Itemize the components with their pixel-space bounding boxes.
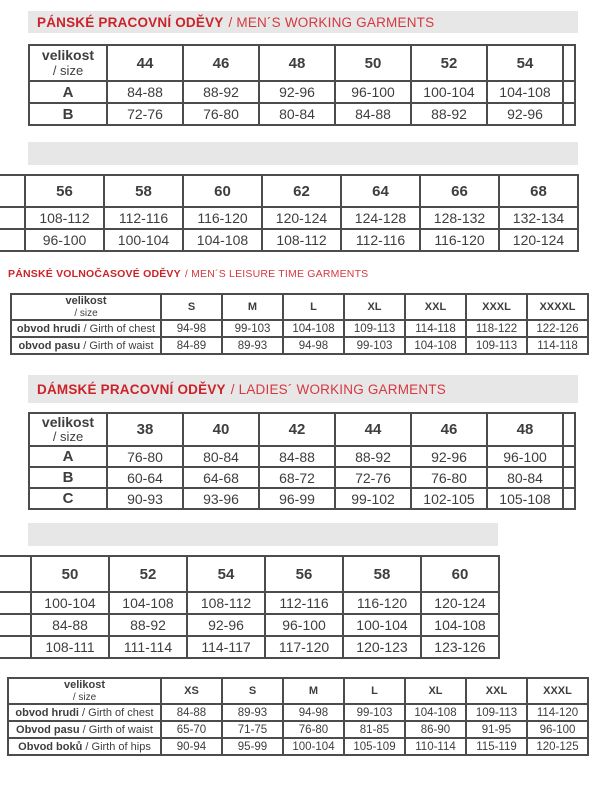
size-header-cell: 46 <box>183 45 259 81</box>
range-cell: 71-75 <box>222 721 283 738</box>
range-cell: 124-128 <box>341 207 420 229</box>
range-cell: 104-108 <box>421 614 499 636</box>
clipped-cell <box>563 488 575 509</box>
size-header-cell: XS <box>161 678 222 704</box>
section-spacer-bar-men <box>28 142 578 165</box>
range-cell: 114-118 <box>405 320 466 337</box>
range-cell: 76-80 <box>107 446 183 467</box>
range-cell: 89-93 <box>222 704 283 721</box>
range-cell: 96-100 <box>25 229 104 251</box>
corner-label-english: / size <box>74 307 98 319</box>
range-cell: 84-89 <box>161 337 222 354</box>
range-cell: 68-72 <box>259 467 335 488</box>
table-ladies-working-sizes-50-60 <box>0 555 500 659</box>
size-header-cell: 60 <box>183 175 262 207</box>
row-label-english: / Girth of chest <box>82 706 154 719</box>
range-cell: 94-98 <box>283 704 344 721</box>
row-label-cell <box>8 721 161 738</box>
table-ladies-working-sizes-38-48 <box>28 412 576 510</box>
range-cell: 81-85 <box>344 721 405 738</box>
range-cell: 96-100 <box>335 81 411 103</box>
measurement-row <box>29 488 575 509</box>
range-cell: 92-96 <box>487 103 563 125</box>
size-header-cell: 48 <box>259 45 335 81</box>
size-header-cell: 44 <box>335 413 411 446</box>
range-cell: 105-109 <box>344 738 405 755</box>
row-label-cell: A <box>29 446 107 467</box>
size-header-cell: 42 <box>259 413 335 446</box>
clipped-header-cell <box>0 556 31 592</box>
range-cell: 108-112 <box>262 229 341 251</box>
range-cell: 102-105 <box>411 488 487 509</box>
range-cell: 89-93 <box>222 337 283 354</box>
measurement-row <box>0 207 578 229</box>
row-label-cell <box>11 337 161 354</box>
range-cell: 111-114 <box>109 636 187 658</box>
range-cell: 96-99 <box>259 488 335 509</box>
section-title-english: / MEN´S WORKING GARMENTS <box>228 14 435 30</box>
range-cell: 104-108 <box>405 337 466 354</box>
row-label-czech: obvod hrudi <box>15 706 83 719</box>
range-cell: 120-125 <box>527 738 588 755</box>
clipped-cell <box>563 467 575 488</box>
range-cell: 80-84 <box>487 467 563 488</box>
section-title-english: / MEN´S LEISURE TIME GARMENTS <box>184 268 369 280</box>
section-title-ladies-working <box>28 382 446 397</box>
table-ladies-girths <box>7 677 589 756</box>
section-title-czech: DÁMSKÉ PRACOVNÍ ODĚVY <box>37 381 226 397</box>
size-header-cell: XXL <box>466 678 527 704</box>
size-header-cell: 52 <box>411 45 487 81</box>
clipped-header-cell <box>563 45 575 81</box>
clipped-cell <box>563 81 575 103</box>
range-cell: 88-92 <box>411 103 487 125</box>
range-cell: 76-80 <box>411 467 487 488</box>
size-header-cell: 66 <box>420 175 499 207</box>
range-cell: 109-113 <box>466 704 527 721</box>
range-cell: 132-134 <box>499 207 578 229</box>
size-header-cell: 50 <box>31 556 109 592</box>
range-cell: 88-92 <box>183 81 259 103</box>
range-cell: 100-104 <box>31 592 109 614</box>
range-cell: 104-108 <box>487 81 563 103</box>
clipped-header-cell <box>563 413 575 446</box>
size-header-cell: L <box>283 294 344 320</box>
size-header-cell: 50 <box>335 45 411 81</box>
measurement-row <box>8 721 588 738</box>
row-label-cell: B <box>29 103 107 125</box>
size-header-cell: 58 <box>343 556 421 592</box>
range-cell: 104-108 <box>109 592 187 614</box>
range-cell: 100-104 <box>411 81 487 103</box>
range-cell: 100-104 <box>343 614 421 636</box>
measurement-row <box>8 738 588 755</box>
range-cell: 104-108 <box>183 229 262 251</box>
corner-label-czech: velikost <box>41 47 95 64</box>
clipped-cell <box>0 229 25 251</box>
row-label-cell: B <box>29 467 107 488</box>
row-label-czech: Obvod boků <box>18 740 86 753</box>
section-title-english: / LADIES´ WORKING GARMENTS <box>230 381 446 397</box>
range-cell: 90-93 <box>107 488 183 509</box>
range-cell: 92-96 <box>411 446 487 467</box>
row-label-english: / Girth of hips <box>85 740 151 753</box>
range-cell: 116-120 <box>420 229 499 251</box>
section-spacer-bar-ladies <box>28 523 498 546</box>
range-cell: 92-96 <box>259 81 335 103</box>
range-cell: 96-100 <box>487 446 563 467</box>
range-cell: 64-68 <box>183 467 259 488</box>
range-cell: 65-70 <box>161 721 222 738</box>
range-cell: 99-103 <box>222 320 283 337</box>
range-cell: 99-103 <box>344 704 405 721</box>
range-cell: 120-124 <box>499 229 578 251</box>
range-cell: 100-104 <box>104 229 183 251</box>
clipped-cell <box>0 592 31 614</box>
measurement-row <box>29 103 575 125</box>
range-cell: 94-98 <box>283 337 344 354</box>
clipped-cell <box>0 614 31 636</box>
range-cell: 112-116 <box>265 592 343 614</box>
measurement-row <box>11 320 588 337</box>
row-label-czech: obvod pasu <box>18 339 84 352</box>
corner-cell <box>8 678 161 704</box>
section-header-ladies-working <box>28 375 578 403</box>
size-header-cell: 64 <box>341 175 420 207</box>
range-cell: 100-104 <box>283 738 344 755</box>
range-cell: 76-80 <box>283 721 344 738</box>
range-cell: 108-112 <box>25 207 104 229</box>
measurement-row <box>8 704 588 721</box>
range-cell: 80-84 <box>259 103 335 125</box>
size-header-cell: XXL <box>405 294 466 320</box>
range-cell: 84-88 <box>161 704 222 721</box>
range-cell: 76-80 <box>183 103 259 125</box>
corner-label-english: / size <box>52 62 84 78</box>
size-header-cell: 48 <box>487 413 563 446</box>
range-cell: 84-88 <box>335 103 411 125</box>
range-cell: 116-120 <box>343 592 421 614</box>
clipped-cell <box>563 103 575 125</box>
range-cell: 128-132 <box>420 207 499 229</box>
size-header-cell: M <box>283 678 344 704</box>
range-cell: 95-99 <box>222 738 283 755</box>
size-header-cell: 54 <box>187 556 265 592</box>
range-cell: 72-76 <box>335 467 411 488</box>
range-cell: 93-96 <box>183 488 259 509</box>
size-header-cell: 38 <box>107 413 183 446</box>
size-header-cell: XXXL <box>527 678 588 704</box>
range-cell: 80-84 <box>183 446 259 467</box>
range-cell: 109-113 <box>344 320 405 337</box>
measurement-row <box>11 337 588 354</box>
size-header-cell: 60 <box>421 556 499 592</box>
clipped-cell <box>563 446 575 467</box>
range-cell: 120-124 <box>421 592 499 614</box>
measurement-row <box>29 467 575 488</box>
size-header-row <box>29 45 575 81</box>
section-title-czech: PÁNSKÉ VOLNOČASOVÉ ODĚVY <box>8 268 181 280</box>
size-header-row <box>8 678 588 704</box>
range-cell: 88-92 <box>109 614 187 636</box>
measurement-row <box>29 446 575 467</box>
size-header-cell: XXXXL <box>527 294 588 320</box>
range-cell: 110-114 <box>405 738 466 755</box>
range-cell: 109-113 <box>466 337 527 354</box>
row-label-czech: obvod hrudi <box>16 322 84 335</box>
size-header-cell: 40 <box>183 413 259 446</box>
size-header-cell: 56 <box>265 556 343 592</box>
corner-cell <box>29 413 107 446</box>
range-cell: 88-92 <box>335 446 411 467</box>
size-header-cell: XL <box>344 294 405 320</box>
range-cell: 84-88 <box>31 614 109 636</box>
measurement-row <box>0 614 499 636</box>
range-cell: 108-112 <box>187 592 265 614</box>
size-header-cell: 68 <box>499 175 578 207</box>
range-cell: 90-94 <box>161 738 222 755</box>
size-header-cell: M <box>222 294 283 320</box>
size-header-cell: 46 <box>411 413 487 446</box>
range-cell: 94-98 <box>161 320 222 337</box>
row-label-cell <box>11 320 161 337</box>
table-men-working-sizes-44-54 <box>28 44 576 126</box>
size-header-row <box>0 175 578 207</box>
row-label-cell: C <box>29 488 107 509</box>
clipped-cell <box>0 207 25 229</box>
row-label-cell <box>8 738 161 755</box>
range-cell: 99-103 <box>344 337 405 354</box>
corner-label-english: / size <box>52 429 84 445</box>
range-cell: 104-108 <box>405 704 466 721</box>
corner-label-english: / size <box>72 691 97 703</box>
measurement-row <box>0 592 499 614</box>
table-men-leisure-girths <box>10 293 589 355</box>
range-cell: 96-100 <box>265 614 343 636</box>
range-cell: 72-76 <box>107 103 183 125</box>
size-header-cell: XXXL <box>466 294 527 320</box>
range-cell: 114-120 <box>527 704 588 721</box>
range-cell: 114-118 <box>527 337 588 354</box>
measurement-row <box>0 636 499 658</box>
range-cell: 84-88 <box>107 81 183 103</box>
clipped-header-cell <box>0 175 25 207</box>
corner-label-czech: velikost <box>64 679 105 691</box>
range-cell: 60-64 <box>107 467 183 488</box>
corner-label-czech: velikost <box>65 295 107 307</box>
range-cell: 120-123 <box>343 636 421 658</box>
row-label-english: / Girth of chest <box>83 322 156 335</box>
size-header-cell: S <box>161 294 222 320</box>
range-cell: 115-119 <box>466 738 527 755</box>
size-header-cell: 56 <box>25 175 104 207</box>
corner-cell <box>11 294 161 320</box>
size-header-cell: 62 <box>262 175 341 207</box>
section-title-czech: PÁNSKÉ PRACOVNÍ ODĚVY <box>37 14 224 30</box>
range-cell: 123-126 <box>421 636 499 658</box>
range-cell: 117-120 <box>265 636 343 658</box>
section-title-men-working <box>28 15 434 30</box>
range-cell: 96-100 <box>527 721 588 738</box>
measurement-row <box>29 81 575 103</box>
size-header-cell: 58 <box>104 175 183 207</box>
row-label-cell: A <box>29 81 107 103</box>
range-cell: 84-88 <box>259 446 335 467</box>
section-header-men-leisure <box>8 268 368 280</box>
size-header-cell: L <box>344 678 405 704</box>
corner-cell <box>29 45 107 81</box>
range-cell: 116-120 <box>183 207 262 229</box>
range-cell: 86-90 <box>405 721 466 738</box>
range-cell: 99-102 <box>335 488 411 509</box>
size-header-row <box>29 413 575 446</box>
range-cell: 112-116 <box>104 207 183 229</box>
size-header-cell: 44 <box>107 45 183 81</box>
table-men-working-sizes-56-68 <box>0 174 579 252</box>
range-cell: 118-122 <box>466 320 527 337</box>
range-cell: 91-95 <box>466 721 527 738</box>
range-cell: 122-126 <box>527 320 588 337</box>
range-cell: 120-124 <box>262 207 341 229</box>
size-header-cell: 54 <box>487 45 563 81</box>
size-header-cell: 52 <box>109 556 187 592</box>
range-cell: 104-108 <box>283 320 344 337</box>
range-cell: 108-111 <box>31 636 109 658</box>
range-cell: 114-117 <box>187 636 265 658</box>
row-label-english: / Girth of waist <box>83 339 154 352</box>
range-cell: 112-116 <box>341 229 420 251</box>
range-cell: 105-108 <box>487 488 563 509</box>
corner-label-czech: velikost <box>41 414 95 430</box>
size-header-cell: S <box>222 678 283 704</box>
measurement-row <box>0 229 578 251</box>
clipped-cell <box>0 636 31 658</box>
size-header-cell: XL <box>405 678 466 704</box>
section-header-men-working <box>28 11 578 33</box>
row-label-czech: Obvod pasu <box>16 723 83 736</box>
row-label-cell <box>8 704 161 721</box>
range-cell: 92-96 <box>187 614 265 636</box>
row-label-english: / Girth of waist <box>82 723 153 736</box>
size-header-row <box>0 556 499 592</box>
size-header-row <box>11 294 588 320</box>
